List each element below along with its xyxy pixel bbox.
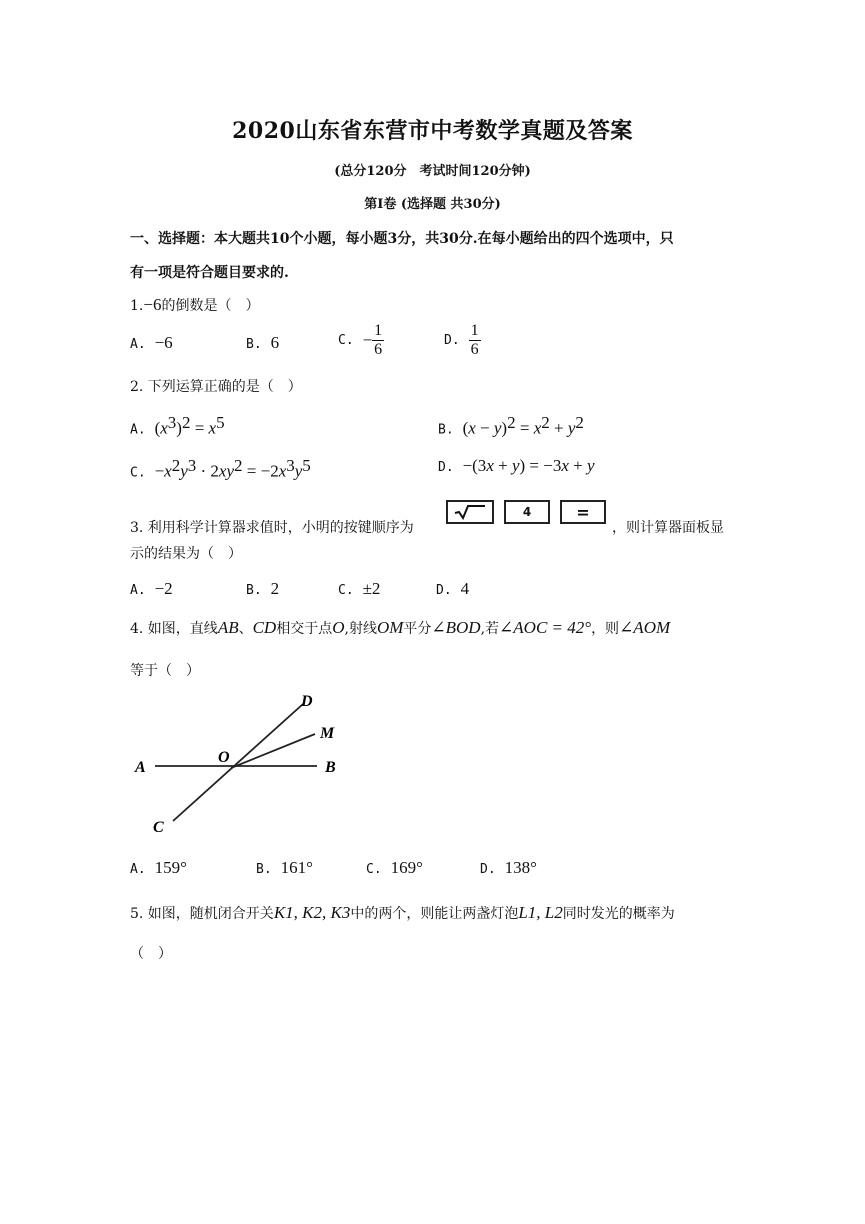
point-m-label: M — [320, 725, 335, 742]
q1-option-b: B. 6 — [246, 333, 280, 352]
q4-option-b: B. 161° — [256, 858, 313, 877]
exam-info: (总分120分 考试时间120分钟) — [334, 164, 531, 179]
q1-option-a: A. −6 — [130, 333, 173, 352]
question-3-stem-part1: 3. 利用科学计算器求值时，小明的按键顺序为 — [130, 520, 414, 536]
q2-option-d: D. −(3x + y) = −3x + y — [438, 456, 595, 475]
q4-geometry-figure — [125, 690, 365, 840]
point-d-label: D — [301, 693, 313, 710]
calculator-key-4: 4 — [504, 500, 550, 524]
page-title: 2020山东省东营市中考数学真题及答案 — [232, 118, 633, 144]
line-cd — [173, 704, 303, 821]
question-5-stem-line2: （ ） — [130, 946, 172, 962]
question-5-stem: 5. 如图，随机闭合开关K1, K2, K3中的两个，则能让两盏灯泡L1, L2同时发光的概率为 — [130, 903, 675, 922]
q3-option-a: A. −2 — [130, 579, 173, 598]
q3-option-c: C. ±2 — [338, 579, 381, 598]
q2-option-b: B. $(x - y)^2 = x^2 + y^2$ — [438, 413, 584, 438]
calculator-key-sqrt — [446, 500, 494, 524]
point-c-label: C — [153, 819, 164, 836]
question-4-stem: 4. 如图，直线AB、CD相交于点O,射线OM平分∠BOD,若∠AOC = 42°，则∠AOM — [130, 618, 671, 637]
q1-value: −6 — [143, 295, 162, 314]
question-1-stem: 1.−6的倒数是（ ） — [130, 295, 260, 314]
point-a-label: A — [135, 759, 146, 776]
q3-option-d: D. 4 — [436, 579, 470, 598]
q4-option-d: D. 138° — [480, 858, 537, 877]
q1-option-d: D. $\frac{1}{6}$ — [444, 322, 479, 358]
question-2-stem: 2. 下列运算正确的是（ ） — [130, 379, 302, 395]
q4-option-c: C. 169° — [366, 858, 423, 877]
question-3-stem-part2: ，则计算器面板显 — [612, 520, 724, 536]
q2-option-a: A. $(x^3)^2 = x^5$ — [130, 413, 225, 438]
q3-option-b: B. 2 — [246, 579, 280, 598]
section-instructions-line1: 一、选择题：本大题共10个小题，每小题3分，共30分.在每小题给出的四个选项中，只 — [130, 231, 674, 247]
q4-option-a: A. 159° — [130, 858, 187, 877]
point-o-label: O — [218, 749, 230, 766]
question-3-stem-part3: 示的结果为（ ） — [130, 546, 242, 562]
ray-om — [231, 734, 315, 768]
calculator-key-equals: = — [560, 500, 606, 524]
q1-option-c: C. − $\frac{1}{6}$ — [338, 322, 383, 358]
q2-option-c: C. $-x^2y^3 \cdot 2xy^2 = -2x^3y^5$ — [130, 456, 311, 481]
point-b-label: B — [325, 759, 336, 776]
sqrt-icon — [453, 504, 487, 520]
volume-heading: 第Ⅰ卷 (选择题 共30分) — [364, 197, 501, 212]
section-instructions-line2: 有一项是符合题目要求的. — [130, 265, 289, 281]
question-4-stem-line2: 等于（ ） — [130, 663, 200, 679]
